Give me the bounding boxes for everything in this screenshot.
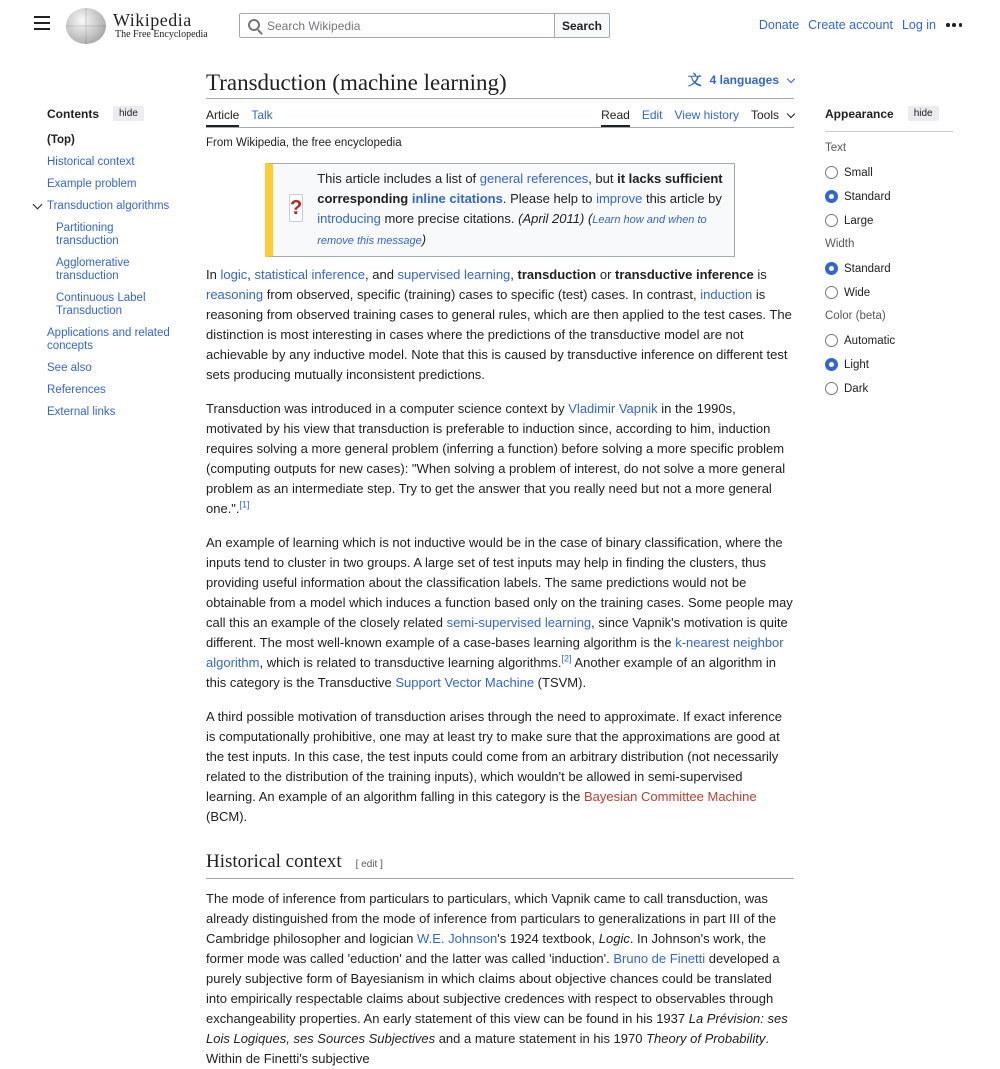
vladimir-vapnik-link[interactable]: Vladimir Vapnik	[568, 401, 658, 416]
text: The mode of inference from particulars to particulars, which Vapnik came to call transduction, was already distinguished from the mode of inference from particulars to generalizations in part III of the Cambridge philosopher and logician	[206, 891, 777, 946]
citation-notice	[265, 163, 735, 257]
text: , since Vapnik's motivation is quite different. The most well-known example of a case-bases learning algorithm is the	[206, 615, 788, 650]
wikipedia-logo[interactable]	[66, 8, 208, 44]
statistical-inference-link[interactable]: statistical inference	[254, 267, 366, 282]
notice-text: more precise citations.	[380, 211, 519, 226]
paragraph-intro	[206, 265, 794, 385]
radio-icon	[825, 166, 838, 179]
italic-title: La Prévision: ses Lois Logiques, ses Sources Subjectives	[206, 1011, 788, 1046]
table-of-contents	[47, 106, 177, 428]
text: ,	[247, 267, 255, 282]
search-button[interactable]: Search	[555, 13, 610, 38]
radio-icon	[825, 382, 838, 395]
toc-item-see-also[interactable]: See also	[47, 362, 92, 374]
toc-hide-button[interactable]: hide	[113, 106, 144, 121]
hamburger-icon	[34, 28, 50, 30]
section-historical-context	[206, 851, 794, 879]
inline-citations-link[interactable]: inline citations	[411, 191, 503, 206]
radio-selected-icon	[825, 358, 838, 371]
text: , and	[365, 267, 398, 282]
page-title: Transduction (machine learning)	[206, 70, 507, 95]
search-placeholder: Search Wikipedia	[267, 18, 361, 33]
text: . In Johnson's work, the former mode was called 'eduction' and the latter was called 'induction'.	[206, 931, 766, 966]
toc-item-agglomerative-transduction[interactable]: Agglomerative transduction	[56, 257, 130, 282]
toc-item-references[interactable]: References	[47, 384, 106, 396]
user-links	[759, 18, 936, 32]
text: , which is related to transductive learning algorithms.	[259, 655, 562, 670]
tab-article[interactable]: Article	[206, 108, 239, 127]
text: and a mature statement in his 1970	[435, 1031, 647, 1046]
translate-icon: 文	[687, 72, 702, 88]
induction-link[interactable]: induction	[700, 287, 753, 302]
bold-term: transductive inference	[615, 267, 754, 282]
tab-view-history[interactable]: View history	[674, 108, 739, 122]
radio-label: Wide	[844, 286, 871, 299]
section-edit-link[interactable]: [ edit ]	[355, 859, 383, 870]
logic-link[interactable]: logic	[220, 267, 248, 282]
reasoning-link[interactable]: reasoning	[206, 287, 264, 302]
bold-term: transduction	[517, 267, 597, 282]
radio-label: Large	[844, 214, 874, 227]
ellipsis-icon	[946, 23, 950, 27]
text: is reasoning from observed training cases to general rules, which are then applied to the test cases. The distinction is most interesting in cases where the predictions of the transductive model are not achievable by any inductive model. Note that this is caused by transductive inference on different test sets producing mutually inconsistent predictions.	[206, 287, 792, 382]
logo-tagline: The Free Encyclopedia	[115, 29, 208, 40]
width-group	[825, 238, 953, 299]
text: ,	[510, 267, 518, 282]
site-header	[0, 0, 1000, 52]
login-link[interactable]: Log in	[901, 18, 936, 32]
paragraph-approximation	[206, 707, 794, 827]
width-label: Width	[825, 238, 855, 250]
text: In	[206, 267, 221, 282]
radio-label: Dark	[844, 382, 869, 395]
chevron-down-icon	[787, 110, 795, 118]
toc-title: Contents	[47, 106, 99, 121]
more-options-button[interactable]	[946, 18, 962, 27]
improve-link[interactable]: improve	[596, 191, 643, 206]
toc-item-continuous-label-transduction[interactable]: Continuous Label Transduction	[56, 292, 146, 317]
paragraph-historical	[206, 889, 794, 1069]
notice-date: (April 2011)	[518, 211, 585, 226]
bruno-de-finetti-link[interactable]: Bruno de Finetti	[613, 951, 706, 966]
toc-item-example-problem[interactable]: Example problem	[47, 178, 137, 190]
hamburger-icon	[34, 22, 50, 24]
we-johnson-link[interactable]: W.E. Johnson	[417, 931, 498, 946]
radio-icon	[825, 214, 838, 227]
text: Transduction was introduced in a computer science context by	[206, 401, 569, 416]
toc-item-top[interactable]: (Top)	[47, 134, 75, 146]
text: or	[596, 267, 616, 282]
radio-width-wide[interactable]	[825, 286, 953, 299]
radio-label: Small	[844, 166, 873, 179]
paragraph-history-intro	[206, 399, 794, 519]
radio-text-standard[interactable]	[825, 190, 953, 203]
color-group	[825, 310, 953, 395]
ellipsis-icon	[959, 23, 963, 27]
search-input[interactable]	[239, 13, 555, 38]
svm-link[interactable]: Support Vector Machine	[395, 675, 535, 690]
search-form	[239, 13, 610, 38]
ellipsis-icon	[952, 23, 956, 27]
tab-talk[interactable]: Talk	[251, 108, 273, 122]
tab-read[interactable]: Read	[601, 108, 630, 127]
radio-label: Standard	[844, 262, 891, 275]
notice-text: , but	[588, 171, 618, 186]
toc-item-historical-context[interactable]: Historical context	[47, 156, 135, 168]
globe-icon	[66, 8, 106, 44]
radio-width-standard[interactable]	[825, 262, 953, 275]
radio-text-small[interactable]	[825, 166, 953, 179]
paragraph-example	[206, 533, 794, 693]
radio-selected-icon	[825, 190, 838, 203]
notice-text: (	[584, 211, 593, 226]
radio-text-large[interactable]	[825, 214, 953, 227]
radio-label: Standard	[844, 190, 891, 203]
text: Another example of an algorithm in this category is the Transductive	[206, 655, 777, 690]
main-menu-button[interactable]	[32, 16, 52, 34]
radio-icon	[825, 334, 838, 347]
question-book-icon: ?	[289, 194, 303, 222]
notice-bold: it lacks sufficient corresponding	[317, 171, 723, 206]
toc-item-partitioning-transduction[interactable]: Partitioning transduction	[56, 222, 119, 247]
hamburger-icon	[34, 16, 50, 18]
text: A third possible motivation of transduction arises through the need to approximate. If exact inference is computationally prohibitive, one may at least try to make sure that the approximations are good at the test inputs. In this case, the test inputs could come from an arbitrary distribution (not necessarily related to the distribution of the training inputs), which wouldn't be allowed in semi-supervised learning. An example of an algorithm falling in this category is the	[206, 709, 782, 804]
bayesian-committee-machine-link[interactable]: Bayesian Committee Machine	[583, 789, 757, 804]
search-icon	[248, 19, 260, 31]
appearance-title: Appearance	[825, 106, 894, 121]
radio-color-dark[interactable]	[825, 382, 953, 395]
text: from observed, specific (training) cases to specific (test) cases. In contrast,	[263, 287, 701, 302]
reference-link[interactable]: [2]	[561, 653, 572, 664]
notice-text: )	[421, 232, 427, 247]
text-size-label: Text	[825, 142, 847, 154]
italic-title: Logic	[598, 931, 630, 946]
chevron-down-icon[interactable]	[33, 200, 43, 210]
radio-icon	[825, 286, 838, 299]
notice-text: this article by	[642, 191, 722, 206]
language-count: 4 languages	[709, 73, 779, 87]
logo-wordmark: Wikipedia	[113, 10, 192, 30]
learn-more-link[interactable]: Learn how and when to remove this message	[317, 214, 707, 247]
general-references-link[interactable]: general references	[479, 171, 589, 186]
text: (BCM).	[206, 809, 248, 824]
introducing-link[interactable]: introducing	[317, 211, 381, 226]
section-title: Historical context	[206, 851, 342, 872]
text: in the 1990s, motivated by his view that transduction is preferable to induction since, according to him, induction requires solving a more general problem (inferring a function) before solving a more specific problem (computing outputs for new cases): "When solving a problem of interest, do not solve a more general problem as an intermediate step. Try to get the answer that you really need but not a more general one.".	[206, 401, 786, 516]
radio-label: Automatic	[844, 334, 896, 347]
donate-link[interactable]: Donate	[758, 18, 800, 32]
page-tabs	[206, 99, 794, 128]
notice-text: This article includes a list of	[317, 171, 480, 186]
color-label: Color (beta)	[825, 310, 886, 322]
toc-item-applications[interactable]: Applications and related concepts	[47, 327, 170, 352]
chevron-down-icon	[787, 74, 795, 82]
tagline: From Wikipedia, the free encyclopedia	[206, 137, 402, 149]
radio-color-automatic[interactable]	[825, 334, 953, 347]
semi-supervised-learning-link[interactable]: semi-supervised learning	[446, 615, 592, 630]
text: An example of learning which is not inductive would be in the case of binary classification, where the inputs tend to cluster in two groups. A large set of test inputs may help in finding the clusters, thus providing useful information about the classification labels. The same predictions would not be obtainable from a model which induces a function based only on the training cases. Some people may call this an example of the closely related	[206, 535, 793, 630]
appearance-panel	[825, 106, 953, 406]
tools-menu[interactable]	[751, 108, 794, 127]
radio-selected-icon	[825, 262, 838, 275]
supervised-learning-link[interactable]: supervised learning	[397, 267, 511, 282]
text: developed a purely subjective form of Bayesianism in which claims about objective chances could be translated into empirically respectable claims about subjective credences with respect to observables through exchangeability properties. An early statement of this view can be found in his 1937	[206, 951, 780, 1026]
reference-link[interactable]: [1]	[239, 499, 250, 510]
language-button[interactable]	[688, 70, 794, 90]
tab-edit[interactable]: Edit	[641, 108, 663, 122]
toc-item-external-links[interactable]: External links	[47, 406, 116, 418]
radio-color-light[interactable]	[825, 358, 953, 371]
text: 's 1924 textbook,	[497, 931, 599, 946]
notice-text: . Please help to	[502, 191, 597, 206]
text: is	[753, 267, 767, 282]
italic-title: Theory of Probability	[646, 1031, 766, 1046]
toc-item-transduction-algorithms[interactable]: Transduction algorithms	[47, 200, 170, 212]
appearance-hide-button[interactable]: hide	[908, 106, 939, 121]
text: (TSVM).	[534, 675, 587, 690]
text-size-group	[825, 142, 953, 227]
create-account-link[interactable]: Create account	[808, 18, 893, 32]
tools-label: Tools	[750, 108, 779, 122]
article-main	[206, 70, 794, 1069]
radio-label: Light	[844, 358, 869, 371]
text: . Within de Finetti's subjective	[206, 1031, 769, 1066]
knn-link[interactable]: k-nearest neighbor algorithm	[206, 635, 784, 670]
